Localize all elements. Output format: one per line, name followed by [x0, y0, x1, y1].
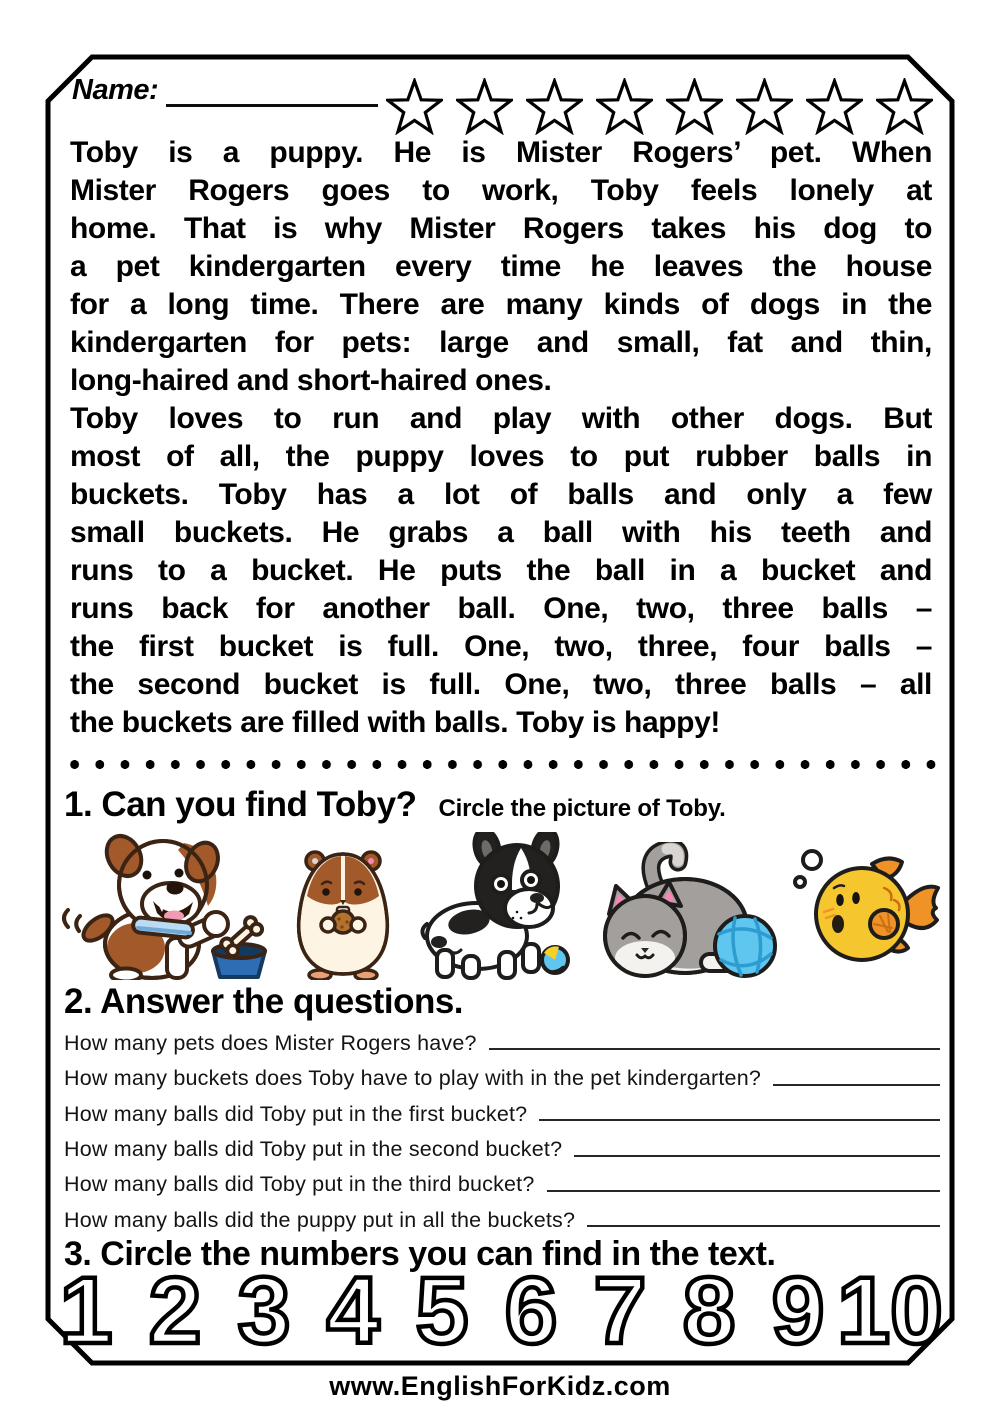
- story-line: kindergarten for pets: large and small, fat and thin,: [70, 326, 932, 359]
- story-line: the first bucket is full. One, two, three, four balls –: [70, 630, 932, 663]
- circle-number-2[interactable]: 2: [148, 1266, 202, 1352]
- footer: [0, 1371, 1000, 1402]
- story-line: Toby is a puppy. He is Mister Rogers’ pet. When: [70, 136, 932, 169]
- story-line: the second bucket is full. One, two, three balls – all: [70, 668, 932, 701]
- story-line: runs to a bucket. He puts the ball in a bucket and: [70, 554, 932, 587]
- questions-list: [64, 1022, 942, 1234]
- circle-number-1[interactable]: 1: [60, 1266, 113, 1352]
- star-outline-icon[interactable]: [526, 78, 583, 135]
- circle-number-10[interactable]: 10: [837, 1266, 942, 1352]
- circle-number-8[interactable]: 8: [682, 1266, 736, 1352]
- answer-blank[interactable]: [574, 1155, 940, 1157]
- numbers-row-svg: [60, 1266, 942, 1352]
- question-text: How many pets does Mister Rogers have?: [64, 1030, 477, 1055]
- story-line: long-haired and short-haired ones.: [70, 364, 552, 397]
- story-text: [70, 134, 932, 742]
- name-row: [72, 74, 378, 107]
- story-line: most of all, the puppy loves to put rubber balls in: [70, 440, 932, 473]
- answer-blank[interactable]: [539, 1119, 940, 1121]
- question-text: How many balls did the puppy put in all the buckets?: [64, 1207, 576, 1232]
- question-text: How many balls did Toby put in the third bucket?: [64, 1172, 535, 1197]
- star-outline-icon[interactable]: [806, 78, 863, 135]
- circle-number-5[interactable]: 5: [415, 1266, 469, 1352]
- story-paragraph-1: [70, 134, 932, 400]
- name-label: Name:: [72, 74, 159, 106]
- star-outline-icon[interactable]: [736, 78, 793, 135]
- star-outline-icon[interactable]: [666, 78, 723, 135]
- exercise1-heading: [64, 785, 726, 825]
- story-paragraph-2: [70, 400, 932, 742]
- cat-image[interactable]: [583, 842, 779, 980]
- question-text: How many balls did Toby put in the first bucket?: [64, 1101, 528, 1126]
- dotted-separator: [62, 760, 940, 769]
- exercise2-heading: [64, 982, 463, 1022]
- question-row: [64, 1057, 942, 1092]
- answer-blank[interactable]: [773, 1084, 940, 1086]
- story-line: buckets. Toby has a lot of balls and only a few: [70, 478, 932, 511]
- footer-website: www.EnglishForKidz.com: [329, 1371, 671, 1401]
- circle-number-6[interactable]: 6: [504, 1266, 558, 1352]
- question-row: [64, 1093, 942, 1128]
- circle-number-4[interactable]: 4: [326, 1266, 380, 1352]
- star-outline-icon[interactable]: [876, 78, 933, 135]
- exercise3-title: 3. Circle the numbers you can find in the text.: [64, 1235, 776, 1273]
- animal-pictures-row: [60, 824, 942, 980]
- exercise1-instruction: Circle the picture of Toby.: [438, 795, 726, 822]
- circle-number-7[interactable]: 7: [593, 1266, 647, 1352]
- story-line: Toby loves to run and play with other dogs. But: [70, 402, 932, 435]
- question-row: [64, 1199, 942, 1234]
- question-row: [64, 1128, 942, 1163]
- circle-number-3[interactable]: 3: [237, 1266, 291, 1352]
- exercise1-title: 1. Can you find Toby?: [64, 785, 417, 824]
- star-outline-icon[interactable]: [596, 78, 653, 135]
- goldfish-image[interactable]: [790, 844, 942, 974]
- question-text: How many buckets does Toby have to play with in the pet kindergarten?: [64, 1066, 762, 1091]
- star-outline-icon[interactable]: [456, 78, 513, 135]
- story-line: for a long time. There are many kinds of dogs in the: [70, 288, 932, 321]
- star-outline-icon[interactable]: [386, 78, 443, 135]
- stars-row: [386, 78, 933, 135]
- name-blank-line[interactable]: [166, 74, 378, 107]
- guinea-pig-image[interactable]: [284, 848, 402, 980]
- answer-blank[interactable]: [587, 1225, 940, 1227]
- story-line: small buckets. He grabs a ball with his teeth and: [70, 516, 932, 549]
- story-line: home. That is why Mister Rogers takes his dog to: [70, 212, 932, 245]
- question-text: How many balls did Toby put in the second bucket?: [64, 1137, 563, 1162]
- answer-blank[interactable]: [547, 1190, 940, 1192]
- circle-number-9[interactable]: 9: [771, 1266, 825, 1352]
- story-line: a pet kindergarten every time he leaves the house: [70, 250, 932, 283]
- story-line: Mister Rogers goes to work, Toby feels lonely at: [70, 174, 932, 207]
- question-row: [64, 1164, 942, 1199]
- numbers-row: [60, 1266, 942, 1352]
- answer-blank[interactable]: [489, 1048, 940, 1050]
- story-line: the buckets are filled with balls. Toby is happy!: [70, 706, 720, 739]
- story-line: runs back for another ball. One, two, three balls –: [70, 592, 932, 625]
- puppy-image[interactable]: [60, 828, 272, 980]
- exercise2-title: 2. Answer the questions.: [64, 982, 464, 1021]
- french-bulldog-image[interactable]: [413, 832, 571, 980]
- question-row: [64, 1022, 942, 1057]
